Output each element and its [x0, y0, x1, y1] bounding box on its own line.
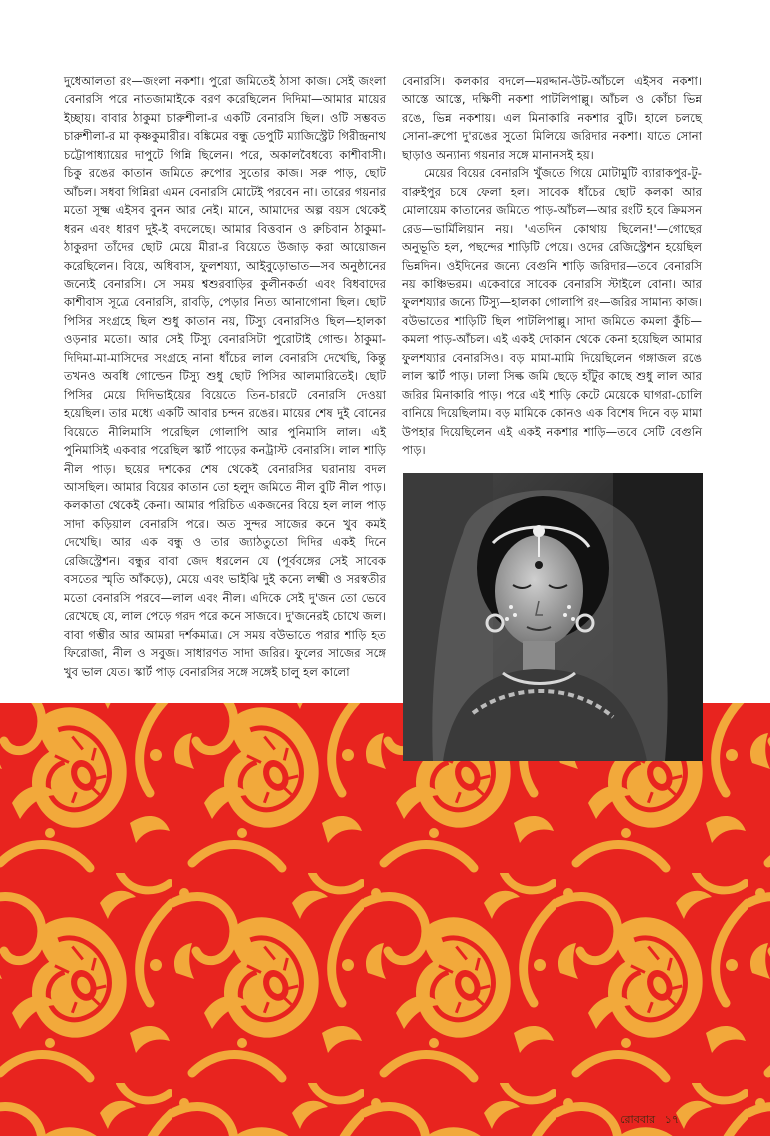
bride-portrait-photo	[403, 473, 703, 761]
paisley-pattern-band	[0, 703, 770, 1136]
page-footer	[620, 1111, 685, 1130]
article-paragraph: বেনারসি। কলকার বদলে—মরদ্দান-উট-আঁচলে এইসব নকশা। আস্তে আস্তে, দক্ষিণী নকশা পাটলিপাল্লু। আঁচল ও কোঁচা ভিন্ন রঙে, ভিন্ন নকশায়। এল মিনাকারি নকশার বুটি। হালে চলছে সোনা-রুপো দু'রঙের সুতো মিলিয়ে জরিদার নকশা। যাতে সোনা ছাড়াও অন্যান্য গয়নার সঙ্গে মানানসই হয়।	[402, 74, 702, 162]
article-column-left	[64, 72, 386, 681]
magazine-name: রোববার	[620, 1113, 656, 1126]
article-column-right	[402, 72, 702, 460]
article-paragraph: দুধেআলতা রং—জংলা নকশা। পুরো জমিতেই ঠাসা কাজ। সেই জংলা বেনারসি পরে নাতজামাইকে বরণ করেছিলেন দিদিমা—আমার মায়ের ইচ্ছায়। বাবার ঠাকুমা চারুশীলা-র একটি বেনারসি ছিল। ওটি সম্ভবত চারুশীলা-র মা কৃষ্ণকুমারীর। বঙ্কিমের বন্ধু ডেপুটি ম্যাজিস্ট্রেট গিরীন্দ্রনাথ চট্টোপাধ্যায়ের দাপুটে গিন্নি ছিলেন। পরে, অকালবৈধব্যে কাশীবাসী। চিকু রঙের কাতান জমিতে রুপোর সুতোর কাজ। সরু পাড়, ছোট আঁচল। সধবা গিন্নিরা এমন বেনারসি মোটেই পরবেন না। তারের গয়নার মতো সূক্ষ্ম এইসব বুনন আর নেই। মানে, আমাদের অল্প বয়স থেকেই ধরন এবং ধারণ দুই-ই বদলেছে। আমার বিত্তবান ও রুচিবান ঠাকুমা-ঠাকুরদা তাঁদের ছোট মেয়ে মীরা-র বিয়েতে উজাড় করা আয়োজন করেছিলেন। বিয়ে, অধিবাস, ফুলশয্যা, আইবুড়োভাত—সব অনুষ্ঠানের জন্যেই বেনারসি। সে সময় শ্বশুরবাড়ির কুলীনকর্তা এবং বিধবাদের কাশীবাস সূত্রে বেনারসি, রাবড়ি, পেড়ার নিত্য আনাগোনা ছিল। ছোট পিসির সংগ্রহে ছিল শুধু কাতান নয়, টিস্যু বেনারসিও ছিল—হালকা ওড়নার মতো। আর সেই টিস্যু বেনারসিটা পুরোটাই গোল্ড। ঠাকুমা-দিদিমা-মা-মাসিদের সংগ্রহে নানা ধাঁচের লাল বেনারসি দেখেছি, কিন্তু তখনও অবধি গোল্ডেন টিস্যু শুধু ছোট পিসির আলমারিতেই। ছোট পিসির মেয়ে দিদিভাইয়ের বিয়েতে তিন-চারটে বেনারসি দেওয়া হয়েছিল। তার মধ্যে একটি আবার চন্দন রঙের। মায়ের শেষ দুই বোনের বিয়েতে নীলিমাসি পরেছিল গোলাপি আর পুনিমাসি লাল। এই পুনিমাসিই একবার পরেছিল স্কার্ট পাড়ের কনট্রাস্ট বেনারসি। লাল শাড়ি নীল পাড়। ছয়ের দশকের শেষ থেকেই বেনারসির ঘরানায় বদল আসছিল। আমার বিয়ের কাতান তো হলুদ জমিতে নীল বুটি নীল পাড়। কলকাতা থেকেই কেনা। আমার পরিচিত একজনের বিয়ে হল লাল পাড় সাদা কড়িয়াল বেনারসি পরে। অত সুন্দর সাজের কনে খুব কমই দেখেছি। আর এক বন্ধু ও তার জ্যাঠতুতো দিদির একই দিনে রেজিস্ট্রেশন। বন্ধুর বাবা জেদ ধরলেন যে (পূর্ববঙ্গের সেই সাবেক বসতের স্মৃতি আঁকড়ে), মেয়ে এবং ভাইঝি দুই কন্যে লক্ষ্মী ও সরস্বতীর মতো বেনারসি পরবে—লাল এবং নীল। এদিকে সেই দু'জন তো ভেবে রেখেছে যে, লাল পেড়ে গরদ পরে কনে সাজবে। দু'জনেরই চোখে জল। বাবা গম্ভীর আর আমরা দর্শকমাত্র। সে সময় বউভাতে পরার শাড়ি হত ফিরোজা, নীল ও সবুজ। সাধারণত সাদা জরির। ফুলের সাজের সঙ্গে খুব ভাল যেত। স্কার্ট পাড় বেনারসির সঙ্গে সঙ্গেই চালু হল কালো	[64, 74, 386, 679]
article-paragraph: মেয়ের বিয়ের বেনারসি খুঁজতে গিয়ে মোটামুটি ব্যারাকপুর-টু-বারুইপুর চষে ফেলা হল। সাবেক ধাঁচের ছোট কলকা আর মোলায়েম কাতানের জমিতে পাড়-আঁচল—আর রংটি হবে ক্রিমসন রেড—ভার্মিলিয়ান নয়। 'এতদিন কোথায় ছিলেন!'—গোছের অনুভূতি হল, পছন্দের শাড়িটি পেয়ে। ওদের রেজিস্ট্রেশন হয়েছিল ভিন্নদিন। ওইদিনের জন্যে বেগুনি শাড়ি জরিদার—তবে বেনারসি নয় কাঞ্চিভরম। একেবারে সাবেক বেনারসি স্টাইলে বোনা। আর ফুলশয্যার জন্যে টিস্যু—হালকা গোলাপি রং—জরির সামান্য কাজ। বউভাতের শাড়িটি ছিল পাটলিপাল্লু। সাদা জমিতে কমলা কুঁচি—কমলা পাড়-আঁচল। এই একই দোকান থেকে কেনা হয়েছিল আমার ফুলশয্যার বেনারসিও। বড় মামা-মামি দিয়েছিলেন গঙ্গাজল রঙে লাল স্কার্ট পাড়। ঢালা সিল্ক জমি ছেড়ে হাঁটুর কাছে শুধু লাল আর জরির মিনাকারি পাড়। পরে এই শাড়ি কেটে মেয়েকে ঘাগরা-চোলি বানিয়ে দিয়েছিলাম। বড় মামিকে কোনও এক বিশেষ দিনে বড় মামা উপহার দিয়েছিলেন এই একই নকশার শাড়ি—তবে সেটি বেগুনি পাড়।	[402, 166, 702, 458]
page-number: ১৭	[664, 1113, 679, 1126]
